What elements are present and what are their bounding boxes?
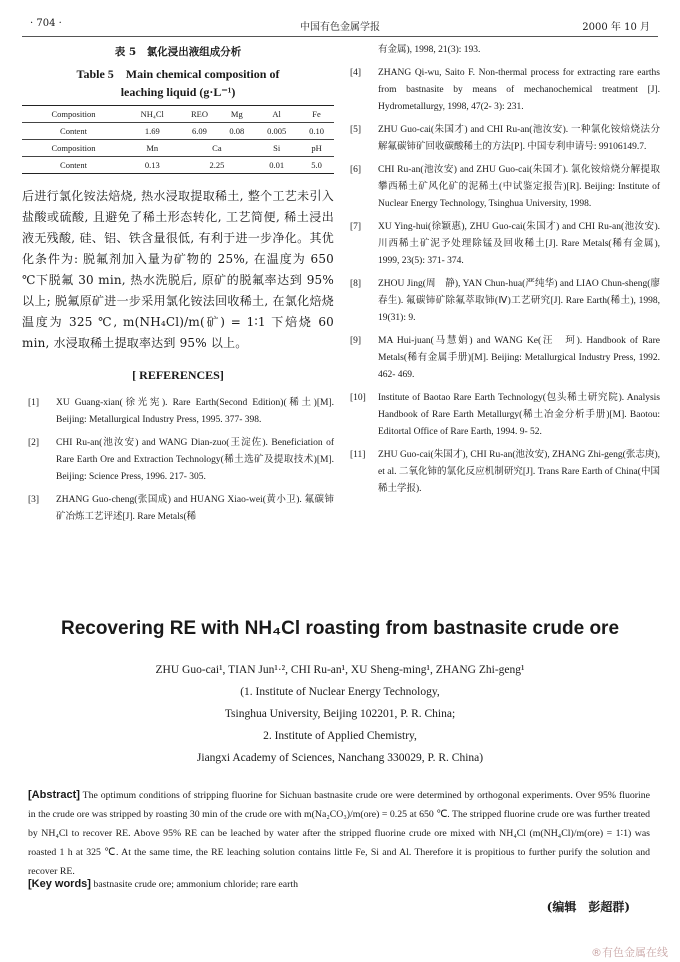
abstract-text: The optimum conditions of stripping fluorine for Sichuan bastnasite crude ore were determined by orthogonal experiments. Over 95% fluorine in the crude ore was stripped by roasting 30 min of the crude ore with m(Na₂CO₃)/m(ore) = 0.25 at 650 ℃. The stripped fluorine crude ore was further treated by NH₄Cl to recover RE. Above 95% RE can be leached by water after the stripped fluorine crude ore mixed with NH₄Cl (m(NH₄Cl)/m(ore) = 1∶1) was roasted 1 h at 325 ℃. At the same time, the RE leaching solution contains little Fe, Si and Al. Therefore it is propitious to further purify the solution and recover RE. [28, 790, 650, 877]
table-caption-zh: 表 5 氯化浸出液组成分析 [114, 46, 242, 58]
affiliation-line: (1. Institute of Nuclear Energy Technology, [240, 686, 440, 698]
table-cell: Composition [22, 106, 125, 123]
table-cell: Composition [22, 140, 125, 157]
reference-number: [11] [350, 450, 366, 460]
composition-table [22, 105, 334, 174]
left-column [22, 42, 334, 532]
page-number: · 704 · [30, 18, 62, 29]
table-row [22, 157, 334, 174]
reference-number: [4] [350, 68, 362, 78]
reference-number: [8] [350, 279, 362, 289]
table-cell: 6.09 [180, 123, 220, 140]
issue-date: 2000 年 10 月 [582, 22, 650, 33]
affiliation-line: Jiangxi Academy of Sciences, Nanchang 330029, P. R. China) [196, 752, 484, 764]
table-cell: Content [22, 123, 125, 140]
reference-item [344, 276, 660, 327]
table-cell: Mn [125, 140, 180, 157]
table-cell: Content [22, 157, 125, 174]
reference-item [344, 162, 660, 213]
reference-item [22, 435, 334, 486]
table-cell: 0.005 [254, 123, 299, 140]
reference-number: [10] [350, 393, 366, 403]
watermark: ®有色金属在线 [591, 946, 668, 959]
table-cell: Mg [219, 106, 254, 123]
affiliation-line: Tsinghua University, Beijing 102201, P. R. China; [224, 708, 456, 720]
reference-text: ZHU Guo-cai(朱国才) and CHI Ru-an(池汝安). 一种氯化铵焙烧法分解氟碳铈矿回收碳酸稀土的方法[P]. 中国专利申请号: 99106149.7. [378, 125, 660, 152]
table-cell: Ca [180, 140, 255, 157]
references-heading: [ REFERENCES] [132, 368, 224, 382]
table-cell: pH [299, 140, 334, 157]
abstract-label: [Abstract] [28, 789, 80, 801]
reference-item [22, 395, 334, 429]
reference-number: [1] [28, 398, 40, 408]
body-paragraph: 后进行氯化铵法焙烧, 热水浸取提取稀土, 整个工艺未引入盐酸或硫酸, 且避免了稀土形态转化, 工艺简便, 稀土浸出液无残酸, 硅、铝、铁含量很低, 有利于进一步净化。其优化条件为: 脱氟剂加入量为矿物的 25%, 在温度为 650 ℃下脱氟 30 min, 热水洗脱后, 原矿的脱氟率达到 95% 以上; 脱氟原矿进一步采用氯化铵法回收稀土, 在氯化焙烧温度为 325 ℃, m(NH₄Cl)/m(矿) = 1∶1 下焙烧 60 min, 水浸取稀土提取率达到 95% 以上。 [22, 189, 334, 350]
reference-number: [6] [350, 165, 362, 175]
table-cell: 0.13 [125, 157, 180, 174]
table-cell: Fe [299, 106, 334, 123]
table-cell: 0.08 [219, 123, 254, 140]
table-cell: Al [254, 106, 299, 123]
table-caption-en-line1: Table 5 Main chemical composition of [76, 67, 280, 81]
reference-text: Institute of Baotao Rare Earth Technology(包头稀土研究院). Analysis Handbook of Rare Earth Metallurgy(稀土冶金分析手册)[M]. Baotou: Editortal Office of Rare Earth, 1994. 9- 52. [378, 393, 660, 437]
reference-text: XU Ying-hui(徐颖惠), ZHU Guo-cai(朱国才) and CHI Ru-an(池汝安). 川西稀土矿泥予处理除锰及回收稀土[J]. Rare Metals(稀有金属), 1999, 23(5): 371- 374. [378, 222, 660, 266]
editor-note: (编辑 彭超群) [546, 900, 630, 914]
table-row [22, 123, 334, 140]
reference-text: ZHOU Jing(周 静), YAN Chun-hua(严纯华) and LIAO Chun-sheng(廖春生). 氟碳铈矿除氟萃取铈(Ⅳ)工艺研究[J]. Rare Earth(稀土), 1998, 19(31): 9. [378, 279, 660, 323]
reference-text: CHI Ru-an(池汝安) and WANG Dian-zuo(王淀佐). Beneficiation of Rare Earth Ore and Extraction Technology(稀土选矿及提取技术)[M]. Beijing: Science Press, 1996. 217- 305. [56, 438, 334, 482]
reference-item [344, 122, 660, 156]
table-cell: 5.0 [299, 157, 334, 174]
reference-item [344, 219, 660, 270]
reference-number: [2] [28, 438, 40, 448]
reference-text: CHI Ru-an(池汝安) and ZHU Guo-cai(朱国才). 氯化铵焙烧分解提取攀西稀土矿风化矿的泥稀土(中试鉴定报告)[R]. Beijing: Institute of Nuclear Energy Technology, Tsinghua University, 1998. [378, 165, 660, 209]
keywords-label: [Key words] [28, 878, 91, 890]
right-column [344, 42, 660, 504]
table-cell: Si [254, 140, 299, 157]
reference-text: ZHU Guo-cai(朱国才), CHI Ru-an(池汝安), ZHANG Zhi-geng(张志庚), et al. 二氧化铈的氯化反应机制研究[J]. Trans Rare Earth of China(中国稀土学报). [378, 450, 660, 494]
table-cell: 2.25 [180, 157, 255, 174]
reference-continuation: 有金属), 1998, 21(3): 193. [378, 45, 481, 55]
abstract [28, 786, 650, 881]
reference-number: [5] [350, 125, 362, 135]
page-header [22, 16, 658, 37]
table-cell: 1.69 [125, 123, 180, 140]
table-row [22, 140, 334, 157]
reference-number: [7] [350, 222, 362, 232]
reference-text: ZHANG Guo-cheng(张国成) and HUANG Xiao-wei(黄小卫). 氟碳铈矿冶炼工艺评述[J]. Rare Metals(稀 [56, 495, 334, 522]
reference-item [344, 65, 660, 116]
reference-text: XU Guang-xian(徐光宪). Rare Earth(Second Edition)(稀土)[M]. Beijing: Metallurgical Industry Press, 1995. 377- 398. [56, 398, 334, 425]
reference-item [344, 447, 660, 498]
reference-list-left [22, 395, 334, 526]
affiliation-line: 2. Institute of Applied Chemistry, [263, 730, 417, 742]
reference-number: [3] [28, 495, 40, 505]
english-title: Recovering RE with NH₄Cl roasting from bastnasite crude ore [60, 618, 620, 639]
keywords-text: bastnasite crude ore; ammonium chloride; rare earth [93, 879, 298, 890]
table-cell: 0.10 [299, 123, 334, 140]
reference-number: [9] [350, 336, 362, 346]
journal-name: 中国有色金属学报 [300, 22, 380, 33]
table-cell: NH₄Cl [125, 106, 180, 123]
reference-item [344, 390, 660, 441]
author-list: ZHU Guo-cai¹, TIAN Jun¹·², CHI Ru-an¹, XU Sheng-ming¹, ZHANG Zhi-geng¹ [155, 664, 525, 676]
reference-item [344, 333, 660, 384]
table-row [22, 106, 334, 123]
reference-item [22, 492, 334, 526]
reference-text: MA Hui-juan(马慧娟) and WANG Ke(汪 珂). Handbook of Rare Metals(稀有金属手册)[M]. Beijing: Metallurgical Industry Press, 1992. 462- 469. [378, 336, 660, 380]
keywords [28, 878, 650, 890]
table-caption-en-line2: leaching liquid (g·L⁻¹) [120, 85, 236, 99]
table-cell: 0.01 [254, 157, 299, 174]
table-cell: REO [180, 106, 220, 123]
reference-text: ZHANG Qi-wu, Saito F. Non-thermal process for extracting rare earths from bastnasite by means of mechanochemical treatment [J]. Hydrometallurgy, 1998, 47(2- 3): 231. [378, 68, 660, 112]
